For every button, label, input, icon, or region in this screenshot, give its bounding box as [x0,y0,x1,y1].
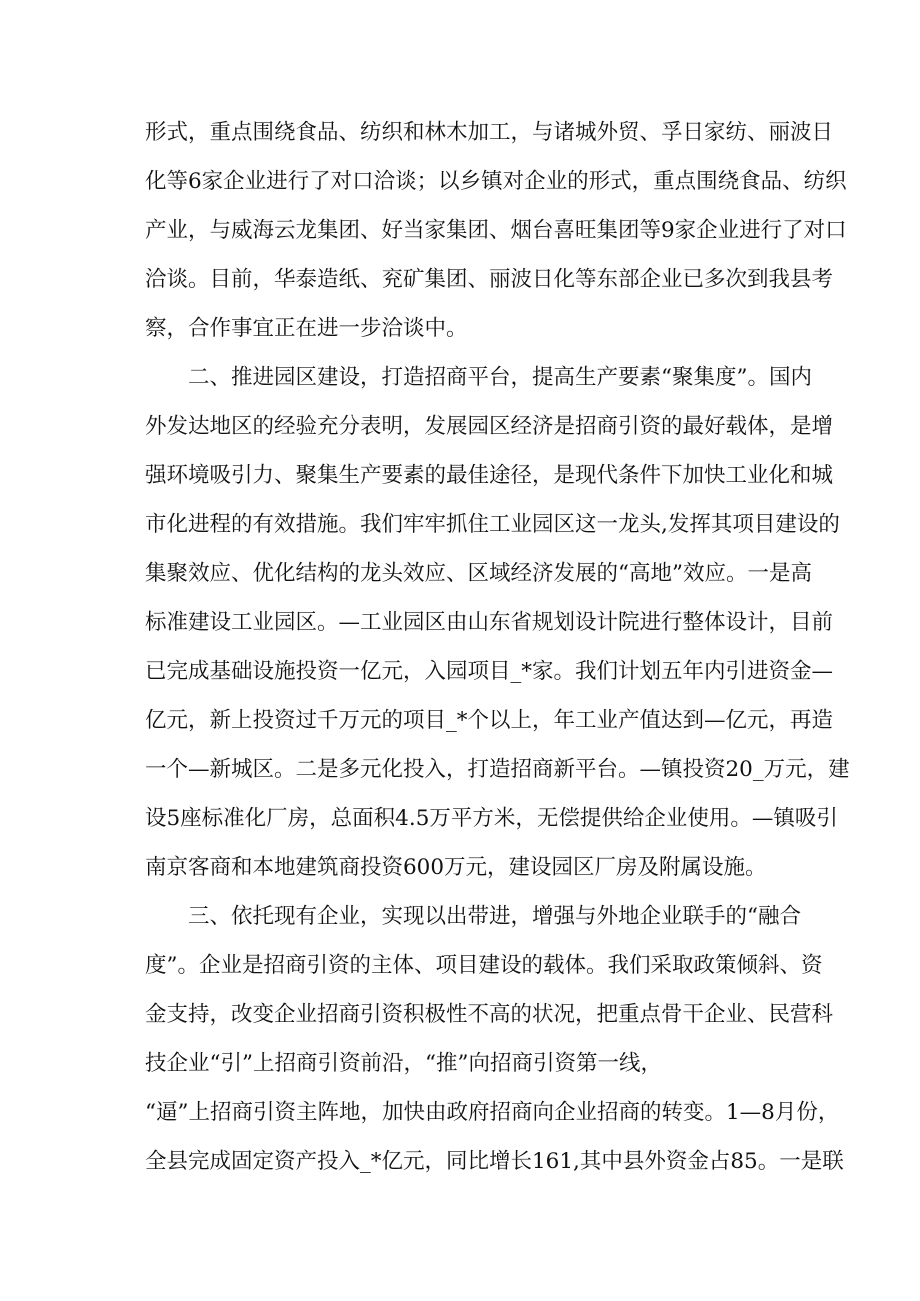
text-line: 南京客商和本地建筑商投资600万元，建设园区厂房及附属设施。 [145,855,767,880]
text-line: 市化进程的有效措施。我们牢牢抓住工业园区这一龙头,发挥其项目建设的 [145,512,840,537]
text-line: 集聚效应、优化结构的龙头效应、区域经济发展的“高地”效应。一是高 [145,561,812,586]
paragraph-heading-2: 二、推进园区建设，打造招商平台，提高生产要素“聚集度”。国内 [188,365,812,390]
text-line: “逼”上招商引资主阵地，加快由政府招商向企业招商的转变。1—8月份， [145,1100,840,1125]
text-line: 金支持，改变企业招商引资积极性不高的状况，把重点骨干企业、民营科 [145,1002,834,1027]
text-line: 产业，与威海云龙集团、好当家集团、烟台喜旺集团等9家企业进行了对口 [145,218,847,243]
text-line: 已完成基础设施投资一亿元，入园项目_*家。我们计划五年内引进资金— [145,659,834,684]
text-line: 设5座标准化厂房，总面积4.5万平方米，无偿提供给企业使用。—镇吸引 [145,806,838,831]
text-line: 标准建设工业园区。—工业园区由山东省规划设计院进行整体设计，目前 [145,610,834,635]
text-line: 度”。企业是招商引资的主体、项目建设的载体。我们采取政策倾斜、资 [145,953,823,978]
text-line: 一个—新城区。二是多元化投入，打造招商新平台。—镇投资20_万元，建 [145,757,850,782]
text-line: 亿元，新上投资过千万元的项目_*个以上，年工业产值达到—亿元，再造 [145,708,834,733]
text-line: 强环境吸引力、聚集生产要素的最佳途径，是现代条件下加快工业化和城 [145,463,834,488]
text-line: 技企业“引”上招商引资前沿，“推”向招商引资第一线， [145,1051,662,1076]
text-line: 洽谈。目前，华泰造纸、兖矿集团、丽波日化等东部企业已多次到我县考 [145,267,834,292]
text-line: 形式，重点围绕食品、纺织和林木加工，与诸城外贸、孚日家纺、丽波日 [145,120,834,145]
text-line: 化等6家企业进行了对口洽谈；以乡镇对企业的形式，重点围绕食品、纺织 [145,169,847,194]
text-line: 外发达地区的经验充分表明，发展园区经济是招商引资的最好载体，是增 [145,414,834,439]
paragraph-heading-3: 三、依托现有企业，实现以出带进，增强与外地企业联手的“融合 [188,904,801,929]
text-line: 全县完成固定资产投入_*亿元，同比增长161,其中县外资金占85。一是联 [145,1149,844,1174]
text-line: 察，合作事宜正在进一步洽谈中。 [145,316,468,341]
